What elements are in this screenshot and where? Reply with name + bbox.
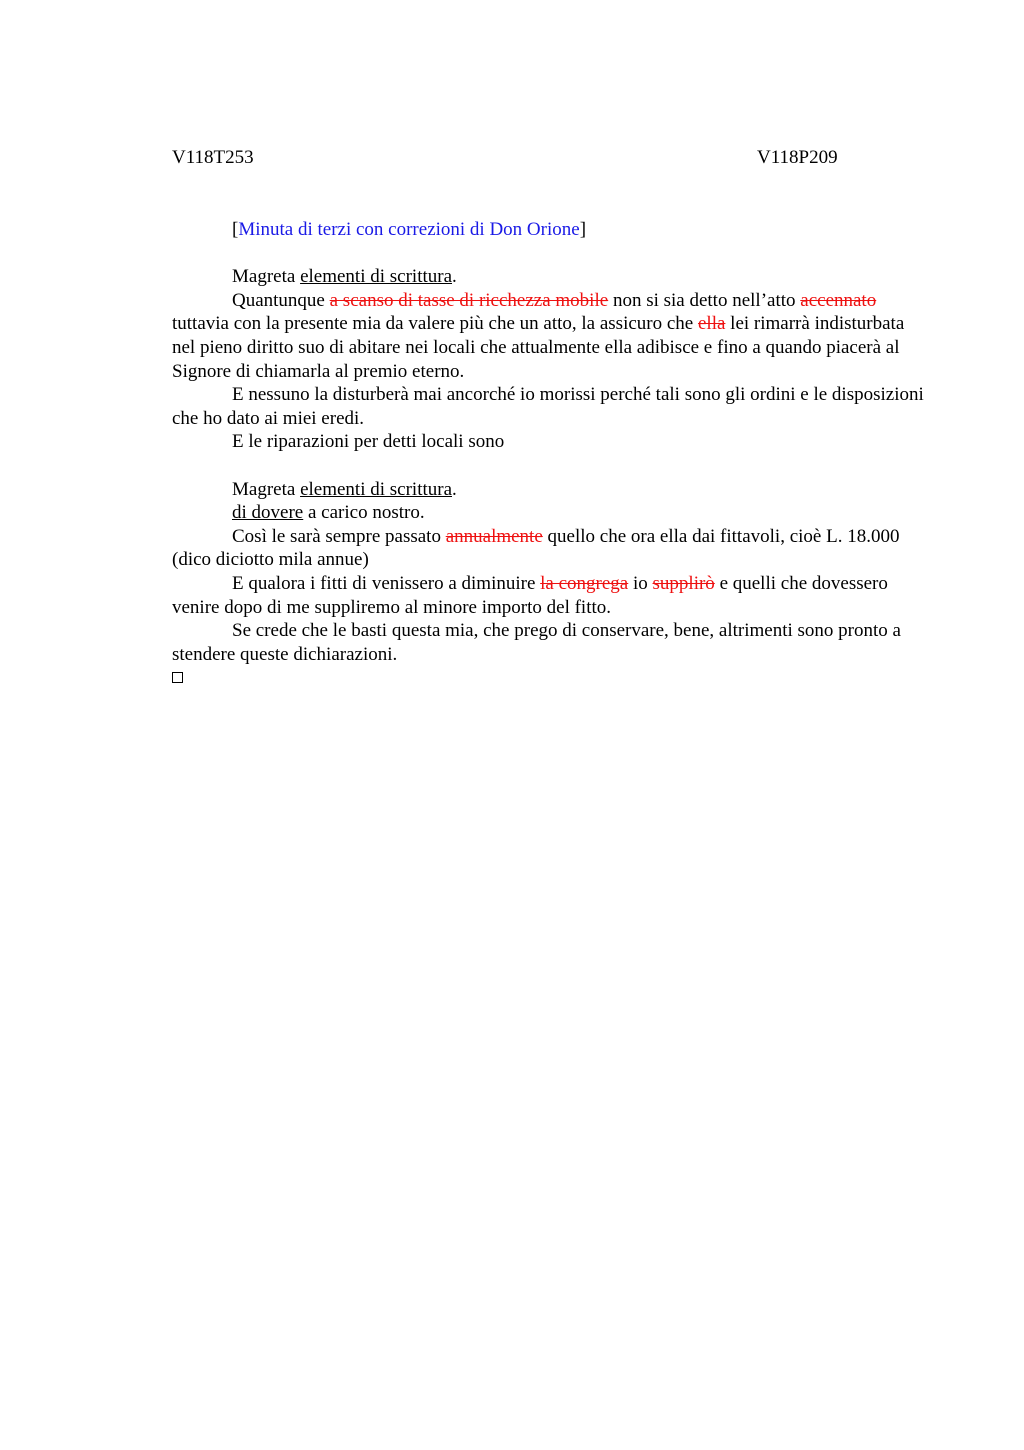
deleted-text: accennato	[800, 289, 877, 311]
editorial-note	[172, 218, 929, 242]
underlined-text: di dovere	[232, 502, 304, 524]
note-close-bracket: ]	[579, 219, 587, 240]
block1-paragraph-1	[172, 289, 929, 383]
text-run: Così le sarà sempre passato	[232, 525, 446, 547]
deleted-text: ella	[697, 313, 726, 335]
deleted-text: a scanso di tasse di ricchezza mobile	[329, 289, 609, 311]
end-of-document-box-icon	[172, 672, 183, 683]
block2-paragraph-4: Se crede che le basti questa mia, che prego di conservare, bene, altrimenti sono pronto a stendere queste dichiarazioni.	[172, 620, 901, 665]
block1-title-underlined: elementi di scrittura	[300, 266, 453, 288]
block2-paragraph-2	[172, 525, 929, 572]
deleted-text: annualmente	[445, 525, 543, 547]
note-open-bracket: [	[232, 219, 239, 240]
block1-paragraph-3: E le riparazioni per detti locali sono	[232, 431, 505, 453]
deleted-text: la congrega	[540, 572, 629, 594]
spacer	[172, 454, 929, 478]
text-run: Quantunque	[232, 289, 330, 311]
text-run: tuttavia con la presente mia da valere più che un atto, la assicuro che	[172, 313, 698, 335]
text-run: lei rimarrà indisturbata nel pieno diritto suo di abitare nei locali che attualmente ella adibisce e fino a quando piacerà al Signore di chiamarla al premio eterno.	[172, 313, 905, 382]
text-run: quello che ora ella dai fittavoli, cioè L. 18.000 (dico diciotto mila annue)	[172, 525, 900, 571]
block1-title	[172, 265, 929, 289]
block2-paragraph-3	[172, 572, 929, 619]
text-run: e quelli che dovessero venire dopo di me suppliremo al minore importo del fitto.	[172, 572, 888, 618]
text-run: io	[628, 572, 653, 594]
block2-title-underlined: elementi di scrittura	[300, 478, 453, 500]
text-run: non si sia detto nell’atto	[608, 289, 801, 311]
block1-title-end: .	[452, 266, 457, 288]
text-run: a carico nostro.	[303, 502, 425, 524]
block2-title	[172, 478, 929, 502]
block1-title-plain: Magreta	[232, 266, 301, 288]
deleted-text: supplirò	[652, 572, 715, 594]
block2-title-plain: Magreta	[232, 478, 301, 500]
block2-title-end: .	[452, 478, 457, 500]
header-right-code: V118P209	[757, 147, 838, 168]
block1-paragraph-2: E nessuno la disturberà mai ancorché io morissi perché tali sono gli ordini e le disposizioni che ho dato ai miei eredi.	[172, 384, 924, 429]
document-body	[172, 218, 929, 690]
text-run: E qualora i fitti di venissero a diminuire	[232, 572, 541, 594]
note-text: Minuta di terzi con correzioni di Don Orione	[238, 219, 580, 240]
header-left-code: V118T253	[172, 147, 254, 168]
spacer	[172, 242, 929, 266]
block2-paragraph-1	[172, 501, 929, 525]
